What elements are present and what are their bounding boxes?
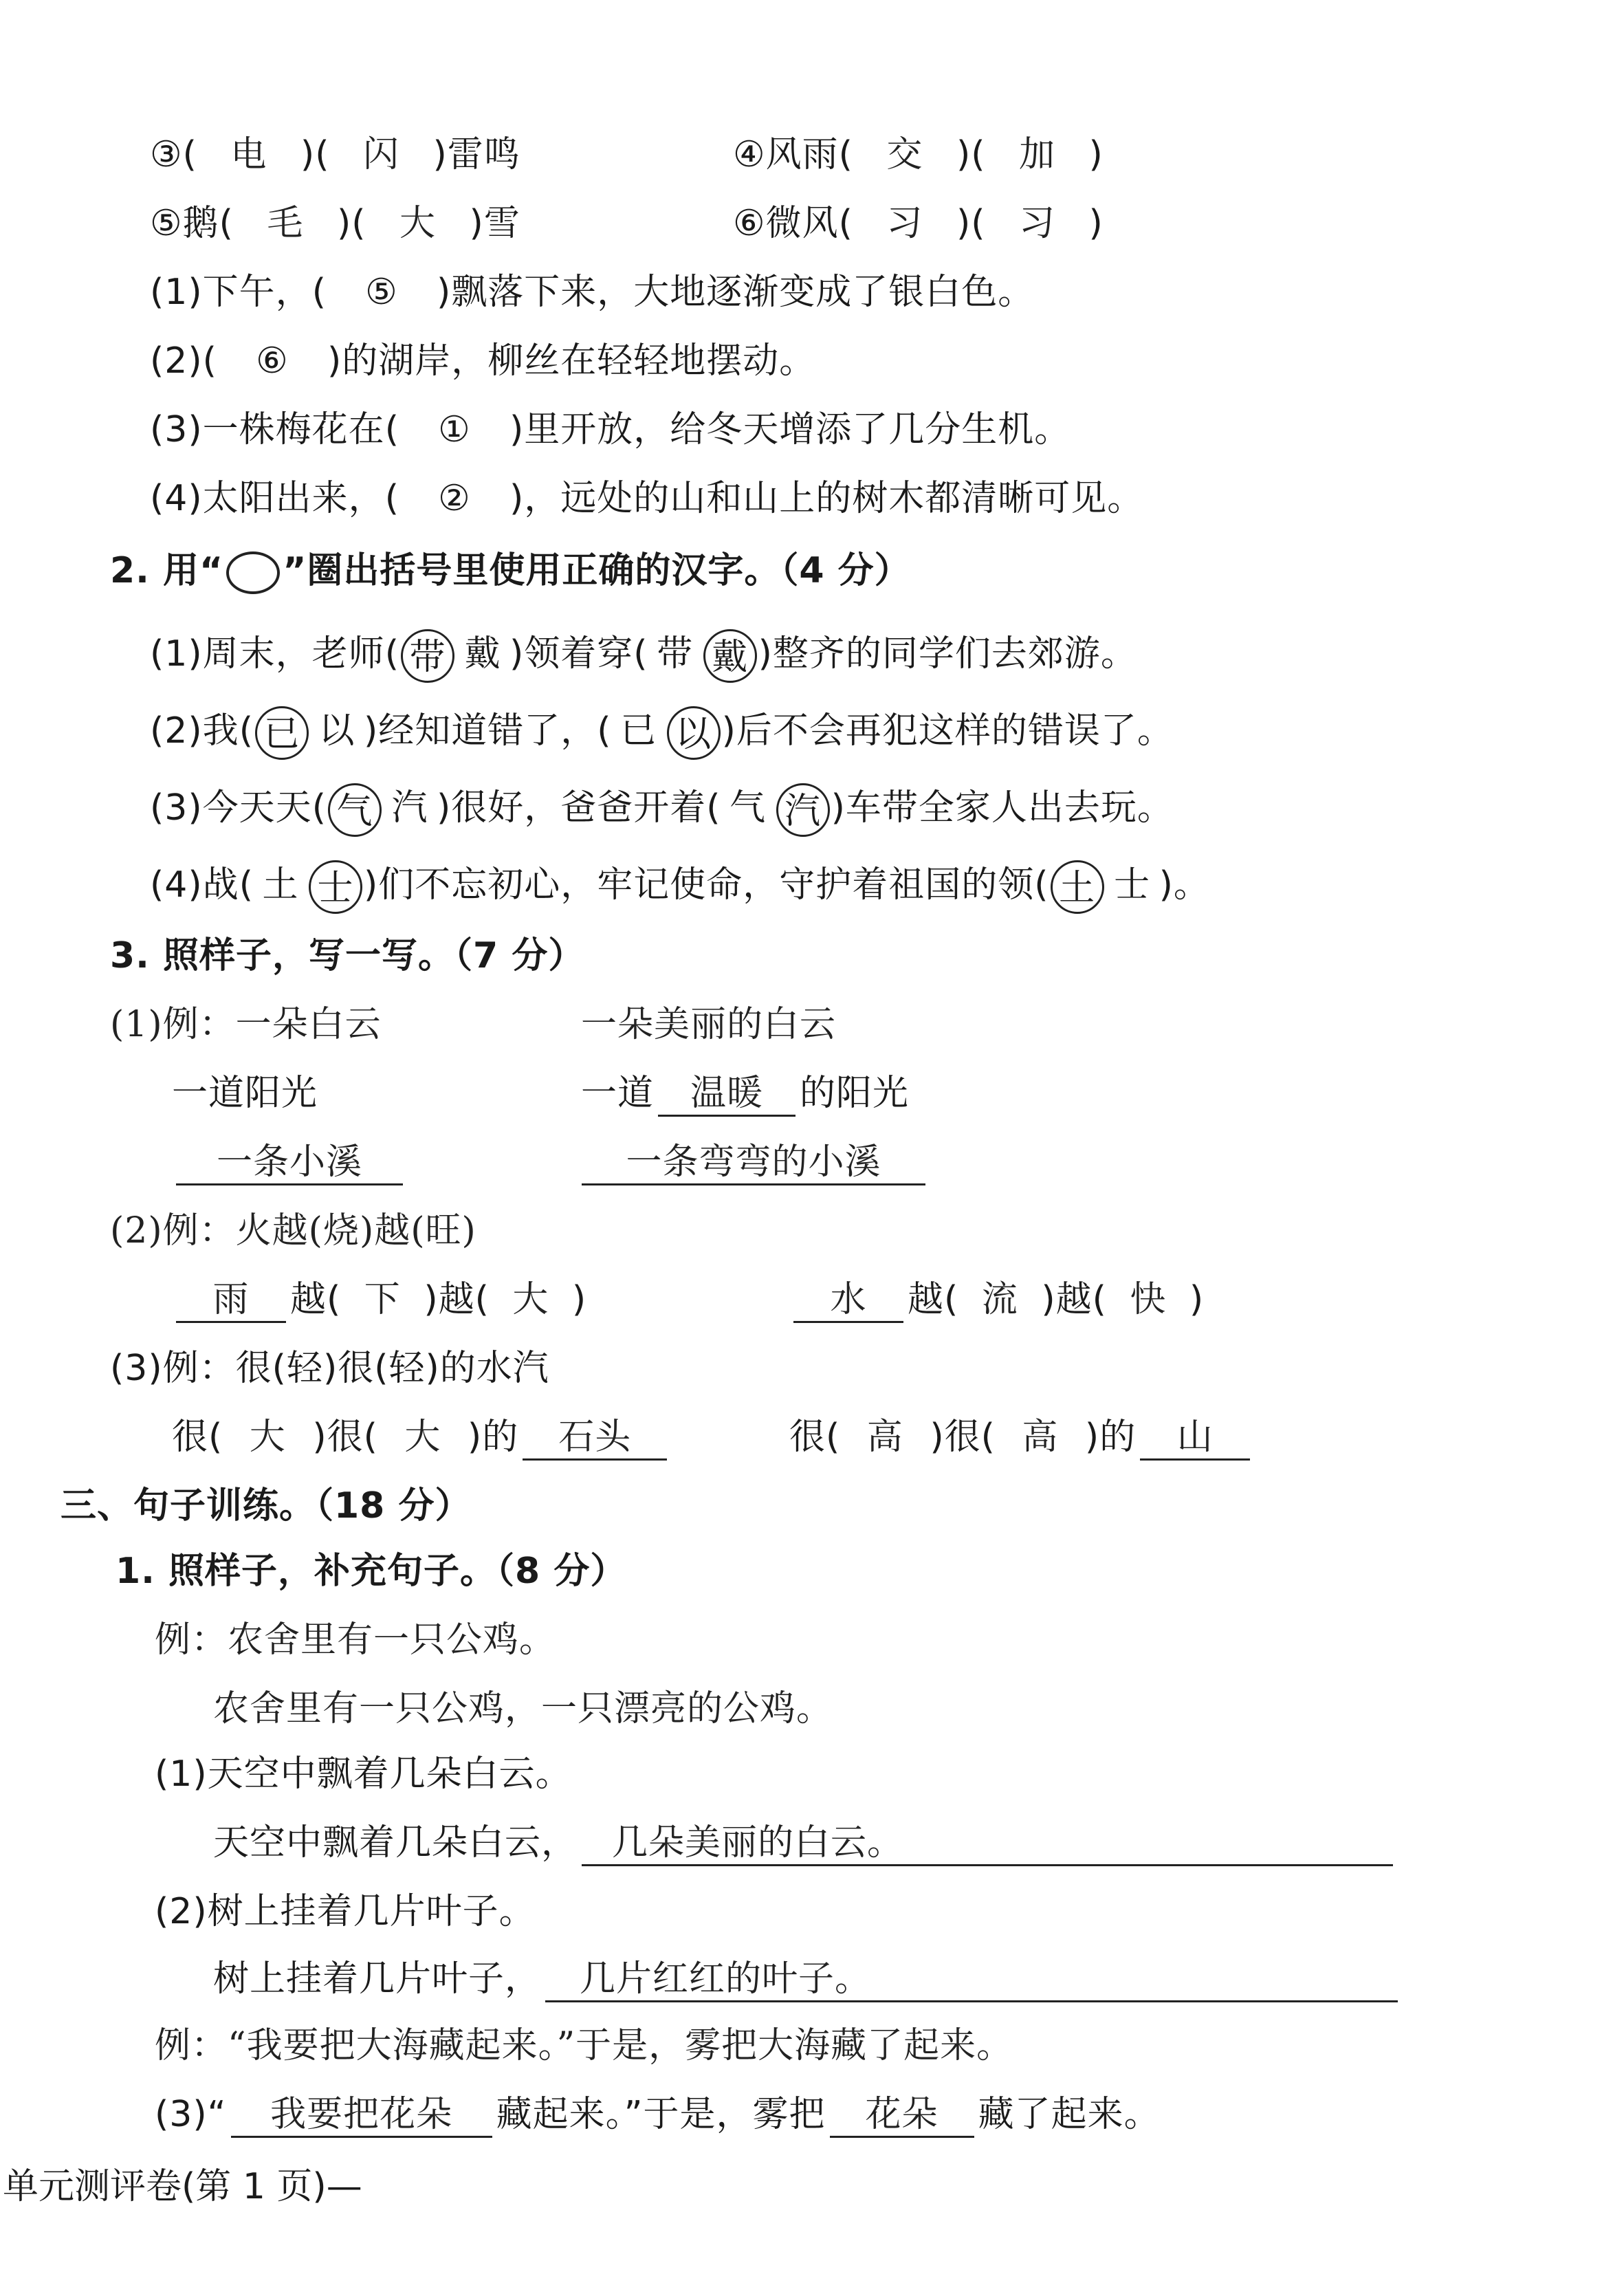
q1-sentence-3: (3)一株梅花在( ① )里开放，给冬天增添了几分生机。 <box>150 406 1071 454</box>
q3-title: 3. 照样子，写一写。（7 分） <box>110 935 585 976</box>
idiom-3-answer-b: 闪 <box>362 134 399 175</box>
item-number: (2) <box>150 710 203 752</box>
circled-choice: 已 <box>255 706 309 760</box>
item-text-3: 后不会再犯这样的错误了。 <box>736 710 1174 752</box>
q2-title-pre: 2. 用“ <box>110 550 224 591</box>
q3-2-answer-a: 雨 越( 下 )越( 大 ) <box>172 1276 586 1324</box>
item-number: (4) <box>150 864 203 906</box>
circled-choice: 土 <box>1051 860 1104 914</box>
item-text-3: 车带全家人出去玩。 <box>845 787 1174 829</box>
q1-sentence-4: (4)太阳出来，( ② )，远处的山和山上的树木都清晰可见。 <box>150 474 1143 523</box>
idiom-6: ⑥微风( 习 )( 习 ) <box>733 199 1104 248</box>
circle-icon <box>226 551 280 594</box>
sentence-answer: ⑥ <box>256 340 289 382</box>
sec3-s2-question: (2)树上挂着几片叶子。 <box>155 1891 536 1932</box>
hen-text: 很 <box>789 1417 826 1458</box>
hen-text: 很 <box>944 1417 981 1458</box>
sec3-s1-answer-line <box>213 1819 1397 1867</box>
plain-choice: 带 <box>657 633 694 675</box>
plain-choice: 以 <box>318 710 355 752</box>
page-footer: 单元测评卷(第 1 页)— <box>3 2166 362 2207</box>
idiom-6-number: ⑥ <box>733 203 766 244</box>
circled-choice: 带 <box>401 629 454 683</box>
answer-paren: 大 <box>512 1279 549 1320</box>
yue-text: 越 <box>290 1279 327 1320</box>
item-text-1: 今天天 <box>202 787 312 829</box>
circled-choice: 士 <box>309 860 362 914</box>
answer-paren: 高 <box>1022 1417 1059 1458</box>
plain-choice: 汽 <box>391 787 428 829</box>
suffix: 的阳光 <box>800 1073 910 1114</box>
q3-1-question: 一道阳光 <box>172 1073 318 1114</box>
sentence-number: (4) <box>150 478 203 519</box>
answer-paren: 大 <box>404 1417 441 1458</box>
idiom-5-answer-b: 大 <box>399 203 437 244</box>
sentence-pre: 下午， <box>202 272 312 313</box>
idiom-6-answer-b: 习 <box>1019 203 1056 244</box>
sentence-number: (1) <box>150 272 203 313</box>
item-text-1: 战 <box>202 864 239 906</box>
item-text-3: 。 <box>1173 864 1210 906</box>
idiom-3-answer-a: 电 <box>230 134 267 175</box>
q2-title <box>110 547 911 595</box>
idiom-6-answer-a: 习 <box>886 203 923 244</box>
hen-text: 很 <box>172 1417 209 1458</box>
idiom-3: ③( 电 )( 闪 )雷鸣 <box>150 131 520 179</box>
sec3-example-1: 例：农舍里有一只公鸡。 <box>155 1619 556 1661</box>
answer-paren: 流 <box>981 1279 1018 1320</box>
idiom-3-tail: 雷鸣 <box>447 134 520 175</box>
idiom-5-tail: 雪 <box>483 203 520 244</box>
q3-1-answer-2 <box>172 1138 407 1186</box>
answer-blank: 水 <box>793 1278 903 1323</box>
answer-paren: 下 <box>364 1279 401 1320</box>
idiom-5-answer-a: 毛 <box>267 203 304 244</box>
plain-choice: 戴 <box>464 633 501 675</box>
q3-1-answer-line <box>581 1069 909 1117</box>
answer-blank: 花朵 <box>830 2093 974 2138</box>
sec3-s3-line <box>155 2090 1161 2139</box>
q3-3-answer-a: 很( 大 )很( 大 )的 石头 <box>172 1413 671 1461</box>
q3-example-1: (1)例：一朵白云 <box>110 1004 382 1045</box>
sentence-post: 的湖岸，柳丝在轻轻地摆动。 <box>342 340 816 382</box>
answer-blank: 温暖 <box>658 1072 795 1117</box>
sentence-pre: 太阳出来， <box>202 478 385 519</box>
yue-text: 越 <box>438 1279 475 1320</box>
idiom-5-number: ⑤ <box>150 203 183 244</box>
idiom-4-answer-a: 交 <box>886 134 923 175</box>
q3-example-2: (2)例：火越(烧)越(旺) <box>110 1210 476 1251</box>
circled-choice: 戴 <box>703 629 757 683</box>
de-text: 的 <box>1099 1417 1137 1458</box>
idiom-5-head: 鹅 <box>182 203 219 244</box>
answer-blank: 一条弯弯的小溪 <box>582 1141 925 1185</box>
de-text: 的 <box>482 1417 519 1458</box>
sentence-post: ，远处的山和山上的树木都清晰可见。 <box>524 478 1144 519</box>
idiom-4-number: ④ <box>733 134 766 175</box>
q3-example-3: (3)例：很(轻)很(轻)的水汽 <box>110 1348 549 1389</box>
answer-blank: 山 <box>1140 1416 1250 1461</box>
q2-item-2: (2)我( 已 以 )经知道错了，( 已 以 )后不会再犯这样的错误了。 <box>150 706 1174 760</box>
sec3-example-2: 例：“我要把大海藏起来。”于是，雾把大海藏了起来。 <box>155 2025 1013 2066</box>
hen-text: 很 <box>327 1417 364 1458</box>
answer-blank: 雨 <box>176 1278 286 1323</box>
circled-choice: 汽 <box>776 783 830 837</box>
q2-title-post: ”圈出括号里使用正确的汉字。（4 分） <box>283 550 911 591</box>
q3-example-1-result: 一朵美丽的白云 <box>581 1004 837 1045</box>
suffix: 藏了起来。 <box>978 2094 1161 2135</box>
item-text-3: 整齐的同学们去郊游。 <box>772 633 1137 675</box>
section-3-title: 三、句子训练。（18 分） <box>61 1485 472 1527</box>
middle-text: 藏起来。”于是，雾把 <box>496 2094 826 2135</box>
answer-blank: 一条小溪 <box>176 1141 403 1185</box>
answer-blank: 石头 <box>523 1416 667 1461</box>
answer-paren: 大 <box>249 1417 286 1458</box>
sentence-answer: ① <box>438 409 471 450</box>
circled-choice: 以 <box>667 706 721 760</box>
idiom-3-number: ③ <box>150 134 183 175</box>
item-text-2: 们不忘初心，牢记使命，守护着祖国的领 <box>378 864 1035 906</box>
sentence-post: 里开放，给冬天增添了几分生机。 <box>524 409 1071 450</box>
answer-paren: 快 <box>1130 1279 1167 1320</box>
answer-paren: 高 <box>866 1417 903 1458</box>
q1-sentence-1: (1)下午，( ⑤ )飘落下来，大地逐渐变成了银白色。 <box>150 268 1034 316</box>
sec3-s2-answer-line <box>213 1955 1402 2003</box>
sentence-post: 飘落下来，大地逐渐变成了银白色。 <box>451 272 1035 313</box>
q1-sentence-2: (2)( ⑥ )的湖岸，柳丝在轻轻地摆动。 <box>150 337 815 385</box>
prefix: 树上挂着几片叶子， <box>213 1958 542 2000</box>
idiom-6-head: 微风 <box>765 203 839 244</box>
plain-choice: 士 <box>1114 864 1151 906</box>
idiom-4: ④风雨( 交 )( 加 ) <box>733 131 1104 179</box>
plain-choice: 已 <box>620 710 657 752</box>
circled-choice: 气 <box>328 783 382 837</box>
q2-item-3: (3)今天天( 气 汽 )很好，爸爸开着( 气 汽 )车带全家人出去玩。 <box>150 783 1174 837</box>
idiom-4-answer-b: 加 <box>1019 134 1056 175</box>
answer-blank: 几片红红的叶子。 <box>545 1958 1398 2002</box>
q3-2-answer-b: 水 越( 流 )越( 快 ) <box>789 1276 1204 1324</box>
plain-choice: 土 <box>262 864 299 906</box>
item-text-2: 领着穿 <box>524 633 634 675</box>
q3-3-answer-b: 很( 高 )很( 高 )的 山 <box>789 1413 1254 1461</box>
sentence-number: (3) <box>150 409 203 450</box>
sentence-answer: ⑤ <box>365 272 398 313</box>
answer-blank: 我要把花朵 <box>231 2093 492 2138</box>
answer-blank: 几朵美丽的白云。 <box>582 1822 1393 1866</box>
sec3-s1-question: (1)天空中飘着几朵白云。 <box>155 1753 572 1795</box>
idiom-4-head: 风雨 <box>765 134 839 175</box>
item-text-1: 我 <box>202 710 239 752</box>
item-text-2: 经知道错了， <box>378 710 597 752</box>
q3-1-answer-3 <box>578 1138 930 1186</box>
prefix: 天空中飘着几朵白云， <box>213 1822 578 1863</box>
sec3-q1-title: 1. 照样子，补充句子。（8 分） <box>116 1551 627 1592</box>
item-text-2: 很好，爸爸开着 <box>451 787 707 829</box>
yue-text: 越 <box>908 1279 945 1320</box>
sentence-number: (3)“ <box>155 2094 227 2135</box>
plain-choice: 气 <box>729 787 767 829</box>
yue-text: 越 <box>1055 1279 1093 1320</box>
sentence-answer: ② <box>438 478 471 519</box>
item-text-1: 周末，老师 <box>202 633 385 675</box>
q2-item-4: (4)战( 土 士 )们不忘初心，牢记使命，守护着祖国的领( 土 士 )。 <box>150 860 1210 914</box>
item-number: (1) <box>150 633 203 675</box>
sec3-example-1-result: 农舍里有一只公鸡，一只漂亮的公鸡。 <box>213 1688 833 1729</box>
sentence-pre: 一株梅花在 <box>202 409 385 450</box>
idiom-5: ⑤鹅( 毛 )( 大 )雪 <box>150 199 520 248</box>
q2-item-1: (1)周末，老师( 带 戴 )领着穿( 带 戴 )整齐的同学们去郊游。 <box>150 629 1137 683</box>
item-number: (3) <box>150 787 203 829</box>
prefix: 一道 <box>581 1073 655 1114</box>
sentence-number: (2) <box>150 340 203 382</box>
